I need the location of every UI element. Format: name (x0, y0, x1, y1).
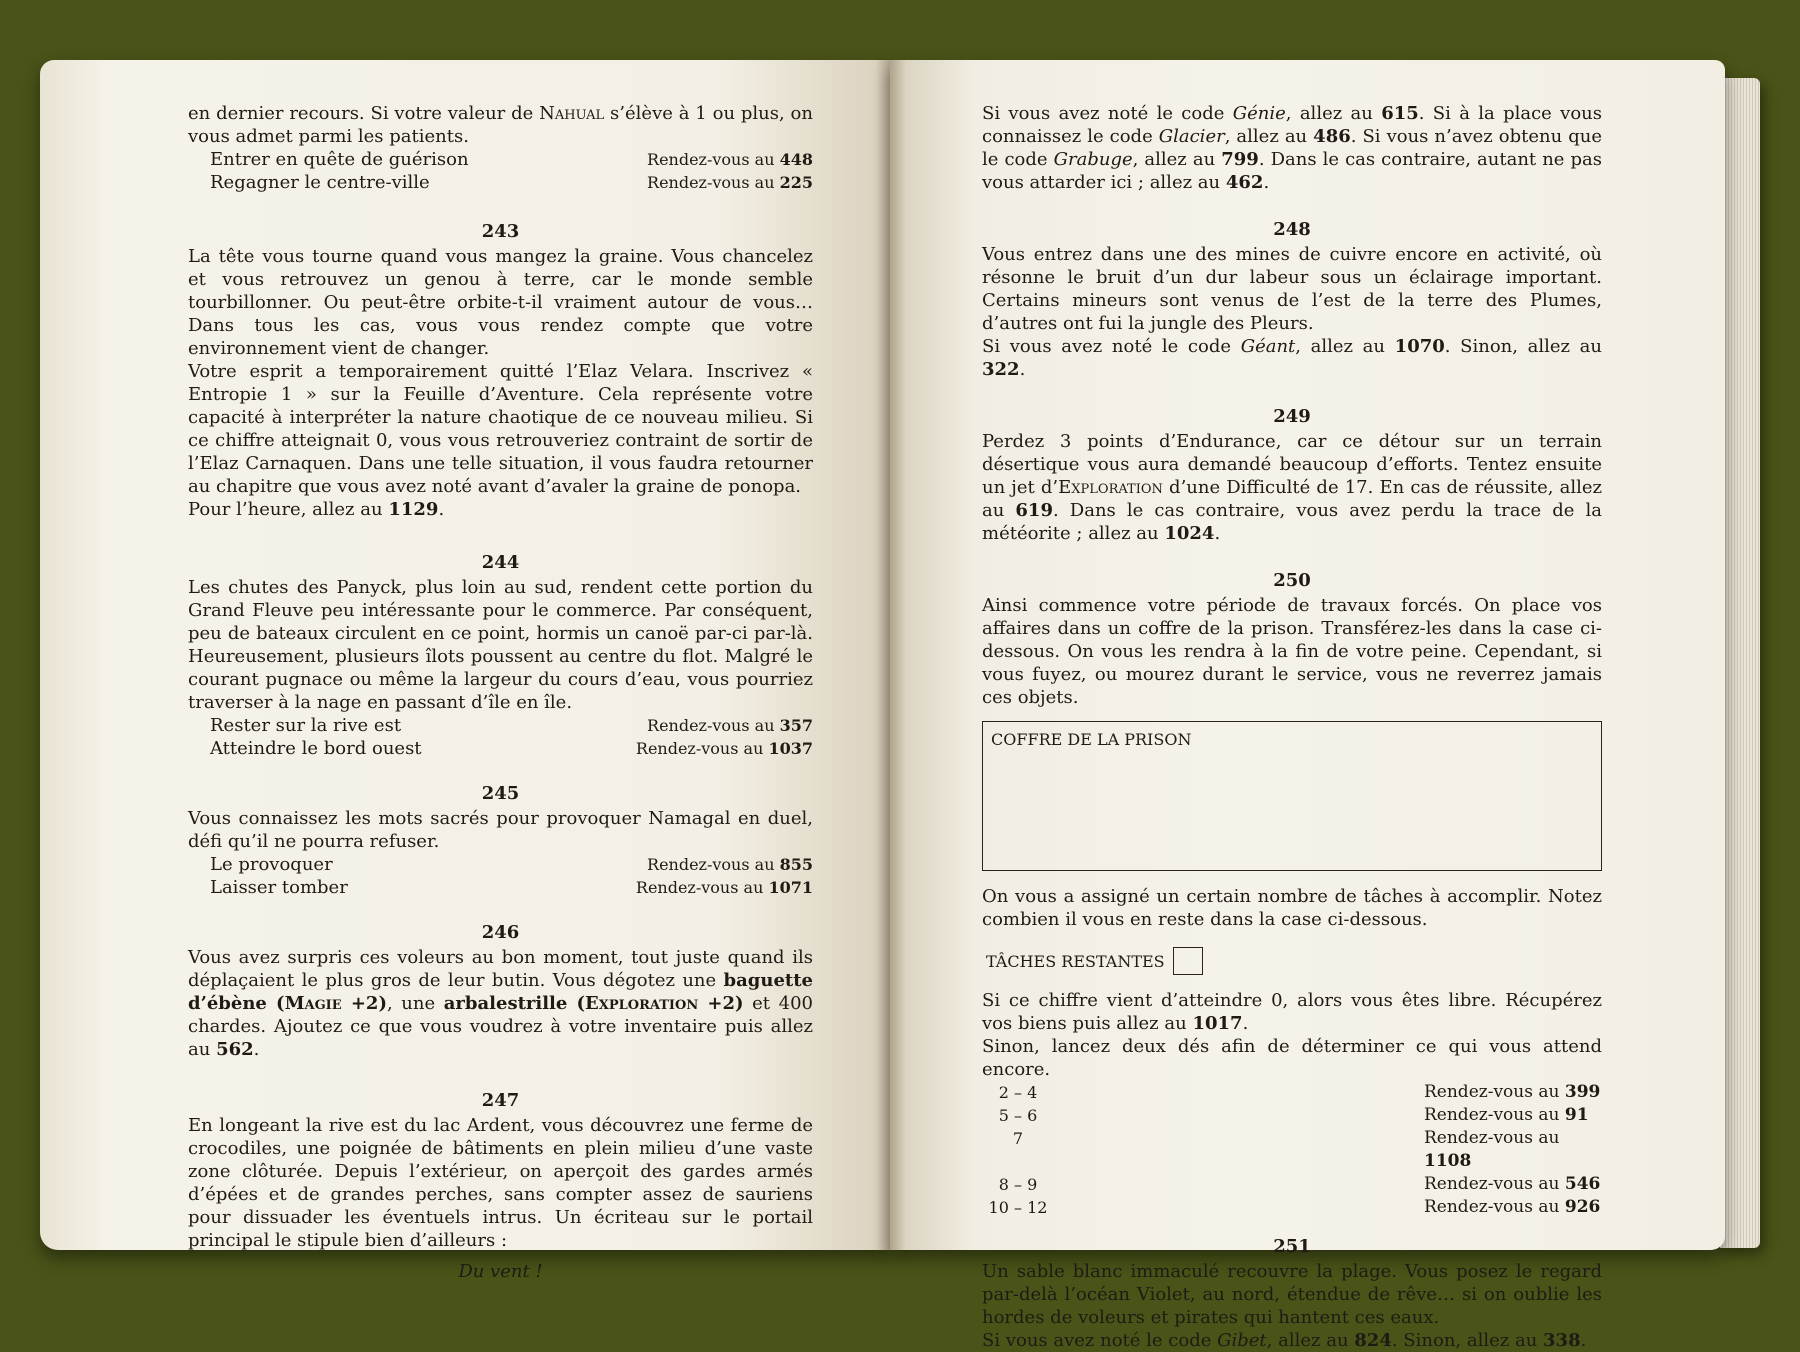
section-link[interactable]: 225 (779, 173, 813, 192)
section-link[interactable]: 448 (779, 150, 813, 169)
continued-paragraph: en dernier recours. Si votre valeur de Nahual s’élève à 1 ou plus, on vous admet parmi les patients. (188, 103, 813, 147)
box-title: COFFRE DE LA PRISON (991, 730, 1192, 749)
section-link[interactable]: 1108 (1424, 1151, 1472, 1171)
section-text: Sinon, lancez deux dés afin de déterminer ce qui vous attend encore. (982, 1036, 1602, 1080)
tasks-remaining (986, 947, 1602, 975)
choice-row[interactable]: Regagner le centre-ville Rendez-vous au 225 (210, 172, 813, 193)
book-gutter (876, 60, 906, 1250)
section-text: En longeant la rive est du lac Ardent, vous découvrez une ferme de crocodiles, une poignée de bâtiments en plein milieu d’une vaste zone clôturée. Depuis l’extérieur, on aperçoit des gardes armés d’épées et de grandes perches, sans compter assez de sauriens pour dissuader les éventuels intrus. Un écriteau sur le portail principal le stipule bien d’ailleurs : (188, 1115, 813, 1251)
item-name: baguette d’ébène (Magie +2) (188, 970, 813, 1014)
section-link[interactable]: 1129 (388, 499, 439, 520)
code-word: Glacier (1158, 126, 1225, 147)
section-link[interactable]: 462 (1225, 172, 1264, 193)
section-link[interactable]: 926 (1564, 1197, 1601, 1217)
section-link[interactable]: 619 (1015, 500, 1053, 521)
section-number: 249 (1273, 406, 1311, 427)
left-page (40, 60, 890, 1282)
section-text: Si ce chiffre vient d’atteindre 0, alors vous êtes libre. Récupérez vos biens puis allez au 1017. (982, 990, 1602, 1034)
section-text: On vous a assigné un certain nombre de tâches à accomplir. Notez combien il vous en reste dans la case ci-dessous. (982, 886, 1602, 930)
section-link[interactable]: 1071 (768, 878, 813, 897)
sign-text: Du vent ! (458, 1261, 543, 1282)
dice-table (982, 1081, 1602, 1219)
section-link[interactable]: 1017 (1192, 1013, 1243, 1034)
tasks-label: TÂCHES RESTANTES (986, 951, 1165, 971)
choice-row[interactable]: Le provoquer Rendez-vous au 855 (210, 854, 813, 875)
section-text: Vous entrez dans une des mines de cuivre encore en activité, où résonne le bruit d’un dur labeur sous un éclairage important. Certains mineurs sont venus de l’est de la terre des Plumes, d’autres ont fui la jungle des Pleurs. (982, 244, 1602, 334)
dice-row[interactable]: 5 – 6 Rendez-vous au 91 (998, 1105, 1589, 1125)
section-text: Ainsi commence votre période de travaux forcés. On place vos affaires dans un coffre de la prison. Transférez-les dans la case ci-dessous. On vous les rendra à la fin de votre peine. Cependant, si vous fuyez, ou mourez durant le service, vous ne reverrez jamais ces objets. (982, 595, 1602, 708)
left-page-content (188, 102, 813, 1283)
choice-row[interactable]: Entrer en quête de guérison Rendez-vous au 448 (210, 149, 813, 170)
section-text: Vous avez surpris ces voleurs au bon moment, tout juste quand ils déplaçaient le plus gros de leur butin. Vous dégotez une baguette d’ébène (Magie +2), une arbalestrille (Exploration +2) et 400 chardes. Ajoutez ce que vous voudrez à votre inventaire puis allez au 562. (188, 947, 813, 1060)
section-link[interactable]: 799 (1221, 149, 1259, 170)
section-link[interactable]: 338 (1543, 1330, 1581, 1351)
section-link[interactable]: 562 (216, 1039, 254, 1060)
section-text: Perdez 3 points d’Endurance, car ce détour sur un terrain désertique vous aura demandé beaucoup d’efforts. Tentez ensuite un jet d’Exploration d’une Difficulté de 17. En cas de réussite, allez au 619. Dans le cas contraire, vous avez perdu la trace de la météorite ; allez au 1024. (982, 431, 1603, 544)
dice-row[interactable]: 10 – 12 Rendez-vous au 926 (988, 1197, 1601, 1217)
section-link[interactable]: 486 (1313, 126, 1351, 147)
prison-chest-box[interactable] (982, 721, 1602, 871)
right-page (890, 60, 1725, 1351)
section-number: 250 (1273, 570, 1311, 591)
section-text: La tête vous tourne quand vous mangez la graine. Vous chancelez et vous retrouvez un genou à terre, car le monde semble tourbillonner. Ou peut-être orbite-t-il vraiment autour de vous… Dans tous les cas, vous vous rendez compte que votre environnement vient de changer. (188, 246, 813, 359)
tasks-checkbox[interactable] (1173, 947, 1203, 975)
section-link[interactable]: 1037 (768, 739, 813, 758)
section-number: 244 (481, 552, 520, 573)
section-text: Si vous avez noté le code Géant, allez au 1070. Sinon, allez au 322. (982, 336, 1602, 380)
section-text: Vous connaissez les mots sacrés pour provoquer Namagal en duel, défi qu’il ne pourra refuser. (188, 808, 813, 852)
code-word: Géant (1240, 336, 1296, 357)
choice-row[interactable]: Atteindre le bord ouest Rendez-vous au 1037 (210, 738, 813, 759)
section-number: 247 (481, 1090, 520, 1111)
dice-row[interactable]: 8 – 9 Rendez-vous au 546 (998, 1174, 1601, 1194)
section-number: 245 (481, 783, 520, 804)
section-text: Si vous avez noté le code Gibet, allez au 824. Sinon, allez au 338. (982, 1330, 1587, 1351)
section-link[interactable]: 855 (779, 855, 813, 874)
choice-row[interactable]: Rester sur la rive est Rendez-vous au 357 (210, 715, 813, 736)
dice-row[interactable]: 7 Rendez-vous au 1108 (1012, 1128, 1560, 1171)
stat-name: Nahual (539, 103, 605, 124)
section-number: 251 (1273, 1236, 1311, 1257)
section-link[interactable]: 91 (1564, 1105, 1589, 1125)
section-link[interactable]: 1024 (1164, 523, 1215, 544)
section-text: Votre esprit a temporairement quitté l’Elaz Velara. Inscrivez « Entropie 1 » sur la Feuille d’Aventure. Cela représente votre capacité à interpréter la nature chaotique de ce nouveau milieu. Si ce chiffre atteignait 0, vous vous retrouveriez contraint de sortir de l’Elaz Carnaquen. Dans une telle situation, il vous faudra retourner au chapitre que vous avez noté avant d’avaler la graine de ponopa. (188, 361, 813, 497)
open-book (40, 60, 1760, 1351)
section-number: 248 (1273, 219, 1311, 240)
page-edges (1720, 78, 1760, 1248)
item-name: arbalestrille (Exploration +2) (443, 993, 744, 1014)
continued-paragraph: Si vous avez noté le code Génie, allez au 615. Si à la place vous connaissez le code Glacier, allez au 486. Si vous n’avez obtenu que le code Grabuge, allez au 799. Dans le cas contraire, autant ne pas vous attarder ici ; allez au 462. (982, 103, 1602, 193)
section-text: Les chutes des Panyck, plus loin au sud, rendent cette portion du Grand Fleuve peu intéressante pour le commerce. Par conséquent, peu de bateaux circulent en ce point, hormis un canoë par-ci par-là. Heureusement, plusieurs îlots poussent au centre du flot. Malgré le courant pugnace ou même la largeur du cours d’eau, vous pourriez traverser à la nage en passant d’île en île. (188, 577, 813, 713)
section-number: 246 (481, 922, 520, 943)
section-number: 243 (481, 221, 520, 242)
section-text: Pour l’heure, allez au 1129. (188, 499, 445, 520)
code-word: Grabuge (1053, 149, 1133, 170)
code-word: Génie (1232, 103, 1286, 124)
code-word: Gibet (1217, 1330, 1267, 1351)
section-link[interactable]: 1070 (1394, 336, 1445, 357)
stat-name: Exploration (1058, 477, 1163, 498)
section-link[interactable]: 546 (1564, 1174, 1601, 1194)
section-link[interactable]: 357 (779, 716, 813, 735)
section-link[interactable]: 322 (982, 359, 1020, 380)
section-link[interactable]: 824 (1354, 1330, 1392, 1351)
section-link[interactable]: 399 (1564, 1082, 1601, 1102)
choice-row[interactable]: Laisser tomber Rendez-vous au 1071 (210, 877, 813, 898)
section-text: Un sable blanc immaculé recouvre la plage. Vous posez le regard par-delà l’océan Violet, au nord, étendue de rêve… si on oublie les hordes de voleurs et pirates qui hantent ces eaux. (982, 1261, 1602, 1328)
dice-row[interactable]: 2 – 4 Rendez-vous au 399 (998, 1082, 1601, 1102)
right-page-content (982, 102, 1602, 1352)
section-link[interactable]: 615 (1381, 103, 1419, 124)
